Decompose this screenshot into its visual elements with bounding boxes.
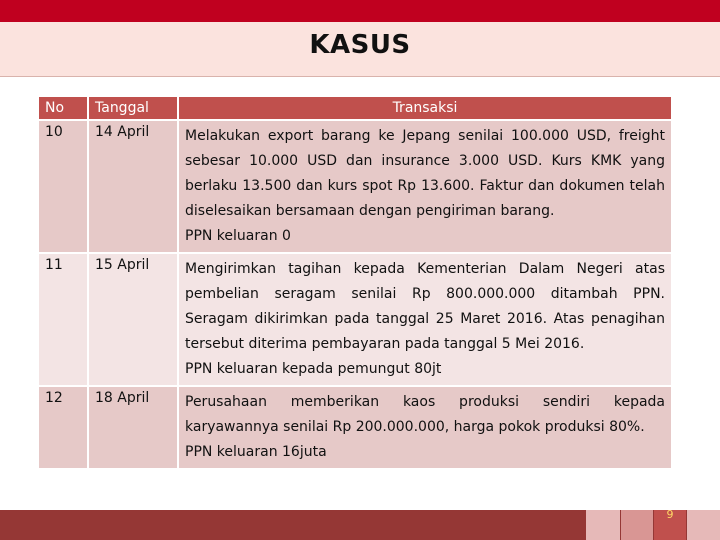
footer-block [586, 510, 620, 540]
header-no: No [39, 97, 87, 119]
footer-block [687, 510, 720, 540]
transaction-text: Perusahaan memberikan kaos produksi sendiri kepada karyawannya senilai Rp 200.000.000, harga pokok produksi 80%. [185, 394, 665, 435]
table-header-row [39, 97, 671, 119]
table-row [39, 387, 671, 468]
row-date: 15 April [89, 254, 177, 385]
row-transaction [179, 387, 671, 468]
page-number: 9 [666, 508, 674, 521]
row-number: 11 [39, 254, 87, 385]
row-date: 18 April [89, 387, 177, 468]
header-transaction: Transaksi [179, 97, 671, 119]
slide-title: KASUS [309, 30, 411, 60]
footer-block [621, 510, 653, 540]
row-date: 14 April [89, 121, 177, 252]
row-number: 12 [39, 387, 87, 468]
table-row [39, 254, 671, 385]
ppn-note: PPN keluaran 16juta [185, 444, 327, 460]
table-row [39, 121, 671, 252]
ppn-note: PPN keluaran 0 [185, 228, 291, 244]
ppn-note: PPN keluaran kepada pemungut 80jt [185, 361, 442, 377]
row-transaction [179, 254, 671, 385]
row-transaction [179, 121, 671, 252]
row-number: 10 [39, 121, 87, 252]
case-table [37, 95, 673, 470]
header-date: Tanggal [89, 97, 177, 119]
transaction-text: Mengirimkan tagihan kepada Kementerian Dalam Negeri atas pembelian seragam senilai Rp 800.000.000 ditambah PPN. Seragam dikirimkan pada tanggal 25 Maret 2016. Atas penagihan tersebut diterima pembayaran pada tanggal 5 Mei 2016. [185, 261, 665, 352]
transaction-text: Melakukan export barang ke Jepang senilai 100.000 USD, freight sebesar 10.000 USD dan insurance 3.000 USD. Kurs KMK yang berlaku 13.500 dan kurs spot Rp 13.600. Faktur dan dokumen telah diselesaikan bersamaan dengan pengiriman barang. [185, 128, 665, 219]
top-accent-bar [0, 0, 720, 22]
